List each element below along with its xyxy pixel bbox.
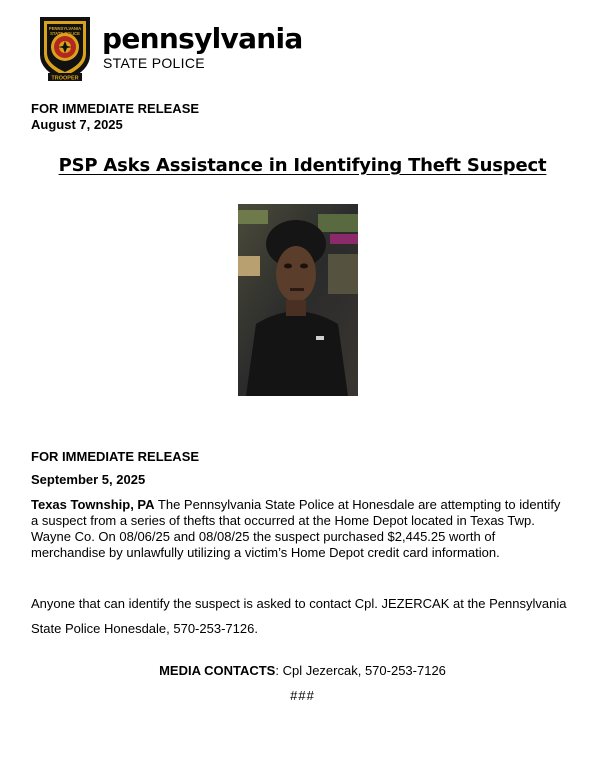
release-date: August 7, 2025: [31, 117, 123, 132]
release-label-2: FOR IMMEDIATE RELEASE: [31, 449, 200, 464]
svg-text:PENNSYLVANIA: PENNSYLVANIA: [48, 26, 82, 31]
psp-badge-logo: [36, 11, 94, 83]
end-mark: ###: [290, 688, 315, 703]
body-paragraph: [31, 497, 561, 561]
svg-text:TROOPER: TROOPER: [51, 75, 79, 82]
contact-paragraph: Anyone that can identify the suspect is asked to contact Cpl. JEZERCAK at the Pennsylvania State Police Honesdale, 570-253-7126.: [31, 596, 567, 636]
letterhead: [36, 11, 303, 83]
agency-name: pennsylvania: [102, 21, 303, 55]
media-contacts-value: : Cpl Jezercak, 570-253-7126: [275, 663, 446, 678]
release-header-top: [31, 101, 199, 133]
release-date-2: September 5, 2025: [31, 472, 146, 487]
release-label: FOR IMMEDIATE RELEASE: [31, 101, 200, 116]
suspect-photo: [238, 204, 358, 396]
dateline-location: Texas Township, PA: [31, 497, 155, 512]
agency-subtitle: STATE POLICE: [103, 54, 205, 71]
body-text: The Pennsylvania State Police at Honesdale are attempting to identify a suspect from a series of thefts that occurred at the Home Depot located in Texas Twp. Wayne Co. On 08/06/25 and 08/08/25 the suspect purchased $2,445.25 worth of merchandise by unlawfully utilizing a victim’s Home Depot credit card information.: [31, 497, 561, 560]
media-contacts-label: MEDIA CONTACTS: [159, 663, 276, 678]
suspect-photo-image: [238, 204, 358, 396]
svg-text:STATE POLICE: STATE POLICE: [50, 31, 80, 36]
release-header-bottom: [31, 449, 199, 488]
media-contacts: [0, 663, 605, 679]
page-title: PSP Asks Assistance in Identifying Theft Suspect: [58, 155, 547, 176]
